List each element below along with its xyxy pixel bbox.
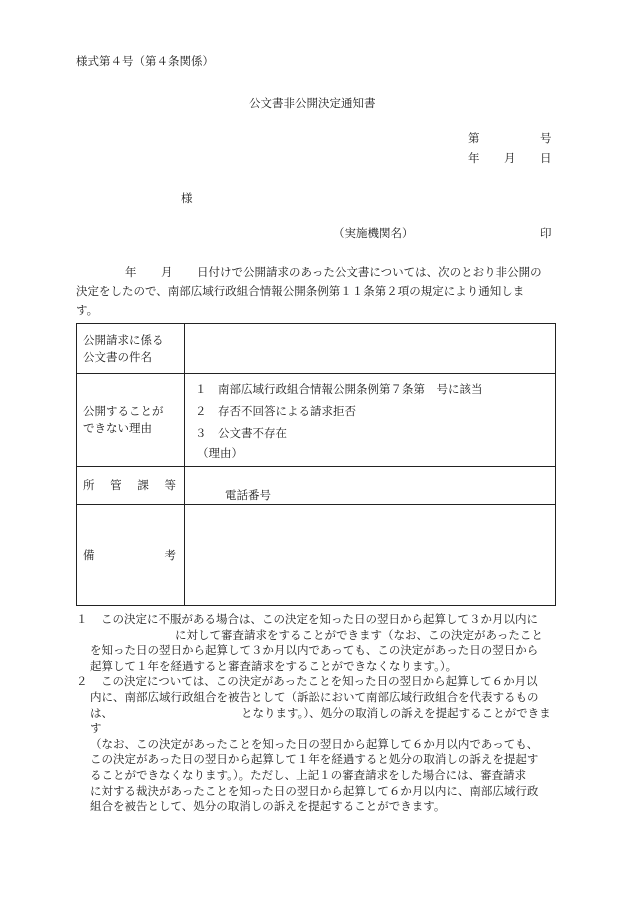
agency-name: （実施機関名）: [333, 226, 414, 240]
department-label-char: 等: [164, 478, 176, 492]
note-line: この決定があった日の翌日から起算して１年を経過すると処分の取消しの訴えを提起す: [90, 752, 539, 767]
note-line: 起算して１年を経過すると審査請求をすることができなくなります。）。: [90, 658, 458, 673]
reason-detail-label: （理由）: [197, 446, 243, 460]
remarks-label: [77, 505, 185, 606]
remarks-value-cell[interactable]: [185, 505, 556, 606]
subject-value-cell[interactable]: [185, 324, 556, 374]
note-number: １: [76, 612, 88, 626]
note-line: となります。）、処分の取消しの訴えを提起することができます: [90, 705, 551, 736]
doc-number-prefix: 第: [468, 131, 480, 145]
date-year: 年: [468, 151, 480, 165]
reason-label: [77, 374, 185, 467]
form-number: 様式第４号（第４条関係）: [76, 54, 214, 68]
note-line: に対する裁決があったことを知った日の翌日から起算して６か月以内に、南部広域行政: [90, 783, 539, 798]
document-title: 公文書非公開決定通知書: [249, 96, 376, 110]
note-number: ２: [76, 674, 88, 689]
reason-label-line: できない理由: [83, 421, 152, 435]
remarks-label-char: 考: [164, 547, 176, 562]
body-month: 月: [161, 265, 173, 279]
reason-option-1: １ 南部広域行政組合情報公開条例第７条第 号に該当: [195, 382, 483, 396]
department-label-char: 所: [83, 478, 95, 492]
note-line: この決定については、この決定があったことを知った日の翌日から起算して６か月以: [101, 674, 538, 689]
department-label: [77, 467, 185, 505]
department-value-cell[interactable]: [185, 467, 556, 505]
doc-number-suffix: 号: [540, 131, 552, 145]
note-line: を知った日の翌日から起算して３か月以内であっても、この決定があった日の翌日から: [90, 643, 539, 658]
department-label-char: 管: [110, 478, 122, 492]
note-line: （なお、この決定があったことを知った日の翌日から起算して６か月以内であっても、: [90, 736, 539, 751]
subject-row: [77, 324, 556, 374]
department-label-char: 課: [137, 478, 149, 492]
remarks-row: [77, 505, 556, 606]
reason-row: [77, 374, 556, 467]
note-2: [76, 674, 556, 814]
note-line: この決定に不服がある場合は、この決定を知った日の翌日から起算して３か月以内に: [101, 612, 538, 626]
note-line: 内に、南部広域行政組合を被告として（訴訟において南部広域行政組合を代表するもの: [90, 689, 539, 704]
remarks-label-char: 備: [83, 547, 95, 562]
department-row: [77, 467, 556, 505]
note-line: は、: [90, 705, 113, 720]
date-month: 月: [504, 151, 516, 165]
seal-mark: 印: [540, 226, 552, 240]
form-table: [76, 323, 556, 606]
addressee-honorific: 様: [181, 191, 193, 205]
reason-label-line: 公開することが: [83, 404, 164, 418]
body-line-2: 決定をしたので、南部広域行政組合情報公開条例第１１条第２項の規定により通知しま: [76, 284, 525, 298]
body-year: 年: [125, 265, 137, 279]
note-line: に対して審査請求をすることができます（なお、この決定があったこと: [175, 627, 543, 642]
date-day: 日: [540, 151, 552, 165]
reason-option-3: ３ 公文書不存在: [195, 426, 287, 440]
subject-label: [77, 324, 185, 374]
note-line-wrap: [90, 706, 556, 737]
reason-options-cell[interactable]: [185, 374, 556, 467]
reason-option-2: ２ 存否不回答による請求拒否: [195, 404, 356, 418]
phone-label: 電話番号: [225, 488, 271, 502]
note-1: [76, 612, 556, 674]
subject-label-line: 公開請求に係る: [83, 332, 164, 347]
body-line-3: す。: [76, 303, 99, 317]
body-line-1: 日付けで公開請求のあった公文書については、次のとおり非公開の: [197, 265, 542, 279]
subject-label-line: 公文書の件名: [83, 349, 152, 364]
notes-section: [76, 612, 556, 815]
note-line: ることができなくなります。）。ただし、上記１の審査請求をした場合には、審査請求: [90, 767, 527, 782]
note-line: 組合を被告として、処分の取消しの訴えを提起することができます。: [90, 799, 446, 814]
